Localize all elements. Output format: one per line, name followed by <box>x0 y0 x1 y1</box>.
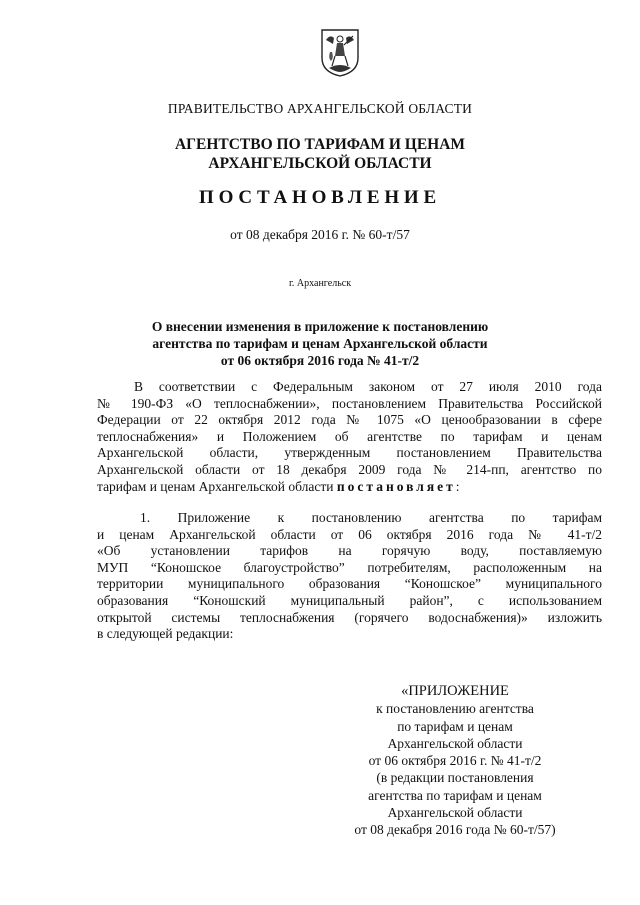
item-line: и ценам Архангельской области от 06 октября 2016 года № 41-т/2 <box>97 526 602 542</box>
appendix-line: Архангельской области <box>387 805 523 821</box>
item-line: «Об установлении тарифов на горячую воду, поставляемую <box>97 543 602 559</box>
preamble-line-text: тарифам и ценам Архангельской области <box>97 478 337 494</box>
item-line: МУП “Коношское благоустройство” потребителям, расположенным на <box>97 559 602 575</box>
preamble-line: Архангельской области, утвержденным постановлением Правительства <box>97 445 602 461</box>
preamble-last-line <box>97 479 602 496</box>
subject-line: агентства по тарифам и ценам Архангельской области <box>152 336 488 351</box>
resolves-word: постановляет <box>336 478 456 494</box>
agency-name <box>60 135 580 173</box>
government-name: ПРАВИТЕЛЬСТВО АРХАНГЕЛЬСКОЙ ОБЛАСТИ <box>167 101 473 116</box>
preamble-paragraph <box>97 379 602 495</box>
preamble-line: Архангельской области от 18 декабря 2009 года № 214-пп, агентство по <box>97 461 602 477</box>
appendix-line: от 06 октября 2016 г. № 41-т/2 <box>368 753 542 769</box>
appendix-title: «ПРИЛОЖЕНИЕ <box>401 683 509 699</box>
appendix-line: по тарифам и ценам <box>397 718 513 734</box>
preamble-line: Федерации от 22 октября 2012 года № 1075 «О ценообразовании в сфере <box>97 412 602 428</box>
appendix-line: (в редакции постановления <box>376 770 534 786</box>
subject-line: О внесении изменения в приложение к постановлению <box>151 319 489 334</box>
item-line: в следующей редакции: <box>97 626 234 642</box>
archangel-coat-of-arms-icon <box>320 28 360 78</box>
preamble-line: В соответствии с Федеральным законом от 27 июля 2010 года <box>134 379 602 394</box>
item-line: 1. Приложение к постановлению агентства по тарифам <box>140 510 602 525</box>
item-line: открытой системы теплоснабжения (горячего водоснабжения)» изложить <box>97 609 602 625</box>
colon: : <box>455 478 460 494</box>
document-subject <box>60 318 580 369</box>
subject-line: от 06 октября 2016 года № 41-т/2 <box>220 353 420 368</box>
agency-name-line: АРХАНГЕЛЬСКОЙ ОБЛАСТИ <box>208 155 432 172</box>
item-1-paragraph <box>97 510 602 643</box>
appendix-line: от 08 декабря 2016 года № 60-т/57) <box>354 822 556 838</box>
item-line: образования “Коношский муниципальный район”, с использованием <box>97 592 602 608</box>
preamble-line: № 190-ФЗ «О теплоснабжении», постановлением Правительства Российской <box>97 395 602 411</box>
appendix-line: Архангельской области <box>387 735 523 751</box>
appendix-header <box>330 683 580 839</box>
appendix-line: к постановлению агентства <box>376 701 534 717</box>
document-city: г. Архангельск <box>288 278 352 289</box>
preamble-line: теплоснабжения» и Положением об агентстве по тарифам и ценам <box>97 428 602 444</box>
item-line: территории муниципального образования “Коношское” муниципального <box>97 576 602 592</box>
document-date-number: от 08 декабря 2016 г. № 60-т/57 <box>230 227 410 242</box>
agency-name-line: АГЕНТСТВО ПО ТАРИФАМ И ЦЕНАМ <box>174 136 466 153</box>
document-type: ПОСТАНОВЛЕНИЕ <box>199 187 441 208</box>
appendix-line: агентства по тарифам и ценам <box>368 787 542 803</box>
